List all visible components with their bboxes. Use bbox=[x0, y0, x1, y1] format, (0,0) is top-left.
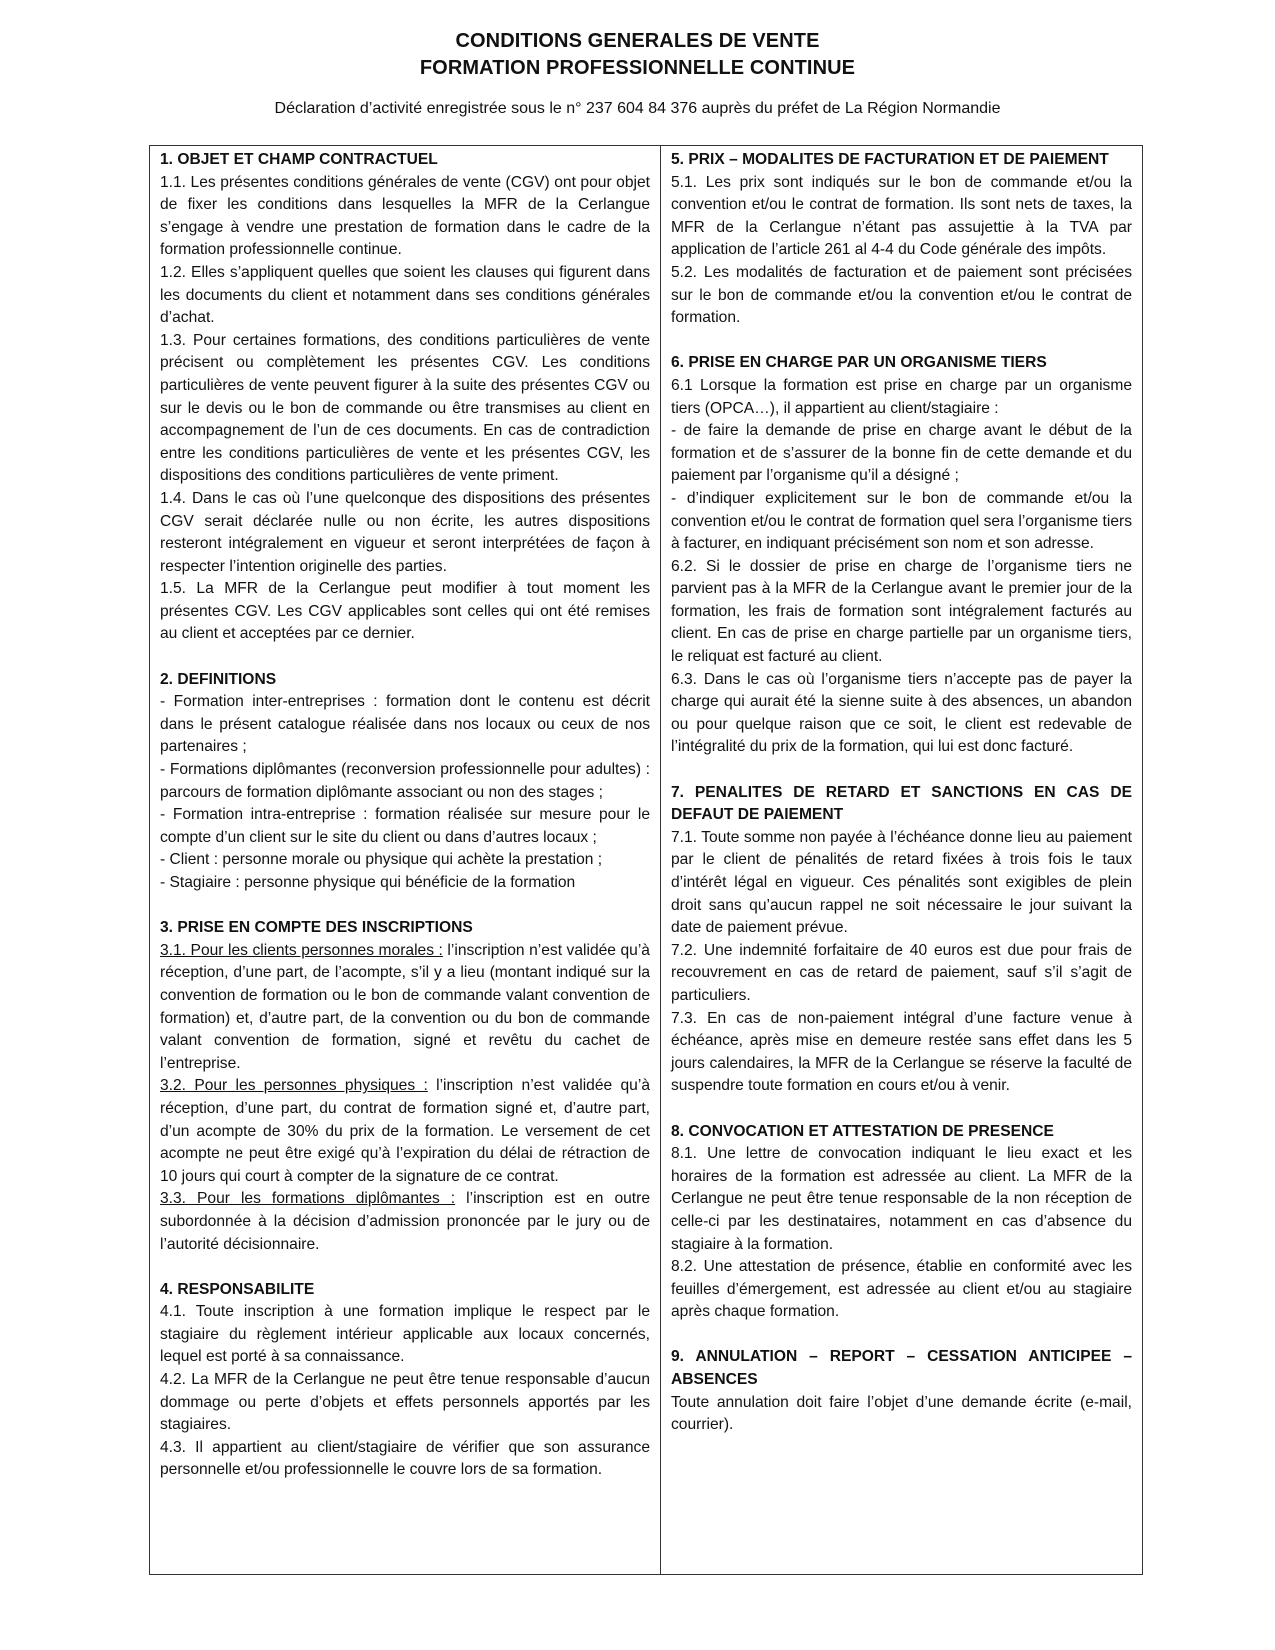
clause-8-1: 8.1. Une lettre de convocation indiquant le lieu exact et les horaires de la formation est adressée au client. La MFR de la Cerlangue ne peut être tenue responsable de la non réception de celle-ci par les destinataires, notamment en cas d’absence du stagiaire à la formation. bbox=[671, 1145, 1132, 1253]
clause-4-2: 4.2. La MFR de la Cerlangue ne peut être tenue responsable d’aucun dommage ou perte d’objets et effets personnels apportés par les stagiaires. bbox=[160, 1371, 650, 1434]
clause-1-2: 1.2. Elles s’appliquent quelles que soient les clauses qui figurent dans les documents du client et notamment dans ses conditions générales d’achat. bbox=[160, 263, 650, 327]
section-7-penalites bbox=[671, 782, 1132, 1098]
definition-item: - Formation inter-entreprises : formation dont le contenu est décrit dans le présent catalogue réalisée dans nos locaux ou ceux de nos partenaires ; bbox=[160, 693, 650, 756]
section-title: 2. DEFINITIONS bbox=[160, 670, 277, 688]
clause-1-3: 1.3. Pour certaines formations, des conditions particulières de vente précisent ou complètement les présentes CGV. Les conditions particulières de vente peuvent figurer à la suite des présentes CGV ou sur le devis ou le bon de commande ou être transmises au client en accompagnement de l’un de ces documents. En cas de contradiction entre les conditions particulières de vente et les présentes CGV, les dispositions des conditions particulières de vente priment. bbox=[160, 331, 650, 485]
clause-1-4: 1.4. Dans le cas où l’une quelconque des dispositions des présentes CGV serait déclarée nulle ou non écrite, les autres dispositions resteront intégralement en vigueur et seront interprétées de façon à respecter l’intention originelle des parties. bbox=[160, 489, 650, 575]
clause-5-2: 5.2. Les modalités de facturation et de paiement sont précisées sur le bon de commande et/ou la convention et/ou le contrat de formation. bbox=[671, 263, 1132, 327]
clause-7-3: 7.3. En cas de non-paiement intégral d’une facture venue à échéance, après mise en demeure restée sans effet dans les 5 jours calendaires, la MFR de la Cerlangue se réserve la faculté de suspendre toute formation en cours et/ou à venir. bbox=[671, 1009, 1132, 1095]
clause-3-3 bbox=[160, 1188, 650, 1256]
section-1-objet bbox=[160, 149, 650, 646]
clause-1-5: 1.5. La MFR de la Cerlangue peut modifier à tout moment les présentes CGV. Les CGV applicables sont celles qui ont été remises au client et acceptées par ce dernier. bbox=[160, 580, 650, 643]
clause-6-3: 6.3. Dans le cas où l’organisme tiers n’accepte pas de payer la charge qui aurait été la sienne suite à des absences, un abandon ou pour quelque raison que ce soit, le client est redevable de l’intégralité du prix de la formation, qui lui est donc facturé. bbox=[671, 670, 1132, 756]
left-column bbox=[150, 146, 661, 1574]
clause-lead: 3.1. Pour les clients personnes morales : bbox=[160, 941, 443, 959]
clause-9-text: Toute annulation doit faire l’objet d’une demande écrite (e-mail, courrier). bbox=[671, 1393, 1132, 1434]
section-9-annulation bbox=[671, 1346, 1132, 1436]
document-title-line-1: CONDITIONS GENERALES DE VENTE bbox=[455, 30, 820, 52]
section-6-prise-en-charge bbox=[671, 352, 1132, 759]
clause-text: l’inscription n’est validée qu’à réception, d’une part, du contrat de formation signé et, d’autre part, d’un acompte de 30% du prix de la formation. Le versement de cet acompte ne peut être exigé qu’à l’expiration du délai de rétraction de 10 jours qui court à compter de la signature de ce contrat. bbox=[160, 1077, 650, 1185]
clause-6-1-item: - d’indiquer explicitement sur le bon de commande et/ou la convention et/ou le contrat de formation quel sera l’organisme tiers à facturer, en indiquant précisément son nom et son adresse. bbox=[671, 489, 1132, 553]
document-header bbox=[0, 28, 1275, 119]
clause-text: l’inscription est en outre subordonnée à la décision d’admission prononcée par le jury ou de l’autorité décisionnaire. bbox=[160, 1190, 650, 1253]
section-title: 7. PENALITES DE RETARD ET SANCTIONS EN CAS DE DEFAUT DE PAIEMENT bbox=[671, 783, 1132, 824]
clause-6-1-item: - de faire la demande de prise en charge avant le début de la formation et de s’assurer de la bonne fin de cette demande et du paiement par l’organisme qu’il a désigné ; bbox=[671, 422, 1132, 485]
section-title: 3. PRISE EN COMPTE DES INSCRIPTIONS bbox=[160, 919, 473, 937]
right-column bbox=[661, 146, 1142, 1574]
section-5-prix bbox=[671, 149, 1132, 330]
section-8-convocation bbox=[671, 1121, 1132, 1324]
section-title: 5. PRIX – MODALITES DE FACTURATION ET DE PAIEMENT bbox=[671, 151, 1109, 168]
section-title: 6. PRISE EN CHARGE PAR UN ORGANISME TIERS bbox=[671, 354, 1047, 372]
section-3-inscriptions bbox=[160, 917, 650, 1256]
clause-4-3: 4.3. Il appartient au client/stagiaire de vérifier que son assurance personnelle et/ou professionnelle le couvre lors de sa formation. bbox=[160, 1438, 650, 1479]
clause-3-2 bbox=[160, 1075, 650, 1188]
activity-declaration: Déclaration d’activité enregistrée sous le n° 237 604 84 376 auprès du préfet de La Région Normandie bbox=[274, 100, 1001, 117]
clause-text: l’inscription n’est validée qu’à réception, d’une part, de l’acompte, s’il y a lieu (montant indiqué sur la convention de formation ou le bon de commande valant convention de formation) et, d’autre part, de la convention ou du bon de commande valant convention de formation, signé et revêtu du cachet de l’entreprise. bbox=[160, 941, 650, 1072]
definition-item: - Formations diplômantes (reconversion professionnelle pour adultes) : parcours de formation diplômante associant ou non des stages ; bbox=[160, 761, 650, 801]
section-4-responsabilite bbox=[160, 1279, 650, 1482]
terms-table bbox=[149, 145, 1143, 1575]
clause-6-1: 6.1 Lorsque la formation est prise en charge par un organisme tiers (OPCA…), il appartient au client/stagiaire : bbox=[671, 376, 1132, 417]
clause-lead: 3.2. Pour les personnes physiques : bbox=[160, 1077, 428, 1095]
section-title: 4. RESPONSABILITE bbox=[160, 1280, 315, 1298]
clause-7-1: 7.1. Toute somme non payée à l’échéance donne lieu au paiement par le client de pénalités de retard fixées à trois fois le taux d’intérêt légal en vigueur. Ces pénalités sont exigibles de plein droit sans qu’aucun rappel ne soit nécessaire le jour suivant la date de paiement prévue. bbox=[671, 828, 1132, 937]
clause-7-2: 7.2. Une indemnité forfaitaire de 40 euros est due pour frais de recouvrement en cas de retard de paiement, sauf s’il s’agit de particuliers. bbox=[671, 941, 1132, 1004]
clause-8-2: 8.2. Une attestation de présence, établie en conformité avec les feuilles d’émergement, est adressée au client et/ou au stagiaire après chaque formation. bbox=[671, 1258, 1132, 1321]
clause-1-1: 1.1. Les présentes conditions générales de vente (CGV) ont pour objet de fixer les conditions dans lesquelles la MFR de la Cerlangue s’engage à vendre une prestation de formation dans le cadre de la formation professionnelle continue. bbox=[160, 173, 650, 259]
section-title: 8. CONVOCATION ET ATTESTATION DE PRESENCE bbox=[671, 1122, 1054, 1140]
definition-item: - Client : personne morale ou physique qui achète la prestation ; bbox=[160, 851, 603, 869]
clause-6-2: 6.2. Si le dossier de prise en charge de l’organisme tiers ne parvient pas à la MFR de la Cerlangue avant le premier jour de la formation, les frais de formation sont intégralement facturés au client. En cas de prise en charge partielle par un organisme tiers, le reliquat est facturé au client. bbox=[671, 557, 1132, 666]
clause-4-1: 4.1. Toute inscription à une formation implique le respect par le stagiaire du règlement intérieur applicable aux locaux concernés, lequel est porté à sa connaissance. bbox=[160, 1303, 650, 1366]
section-2-definitions bbox=[160, 669, 650, 895]
document-title-line-2: FORMATION PROFESSIONNELLE CONTINUE bbox=[419, 57, 856, 79]
clause-5-1: 5.1. Les prix sont indiqués sur le bon de commande et/ou la convention et/ou le contrat de formation. Ils sont nets de taxes, la MFR de la Cerlangue n’étant pas assujettie à la TVA par application de l’article 261 al 4-4 du Code générale des impôts. bbox=[671, 173, 1132, 259]
definition-item: - Formation intra-entreprise : formation réalisée sur mesure pour le compte d’un client sur le site du client ou dans d’autres locaux ; bbox=[160, 806, 650, 846]
clause-lead: 3.3. Pour les formations diplômantes : bbox=[160, 1190, 456, 1208]
section-title: 9. ANNULATION – REPORT – CESSATION ANTICIPEE – ABSENCES bbox=[671, 1348, 1132, 1389]
definition-item: - Stagiaire : personne physique qui bénéficie de la formation bbox=[160, 874, 576, 891]
clause-3-1 bbox=[160, 940, 650, 1076]
section-title: 1. OBJET ET CHAMP CONTRACTUEL bbox=[160, 151, 438, 168]
